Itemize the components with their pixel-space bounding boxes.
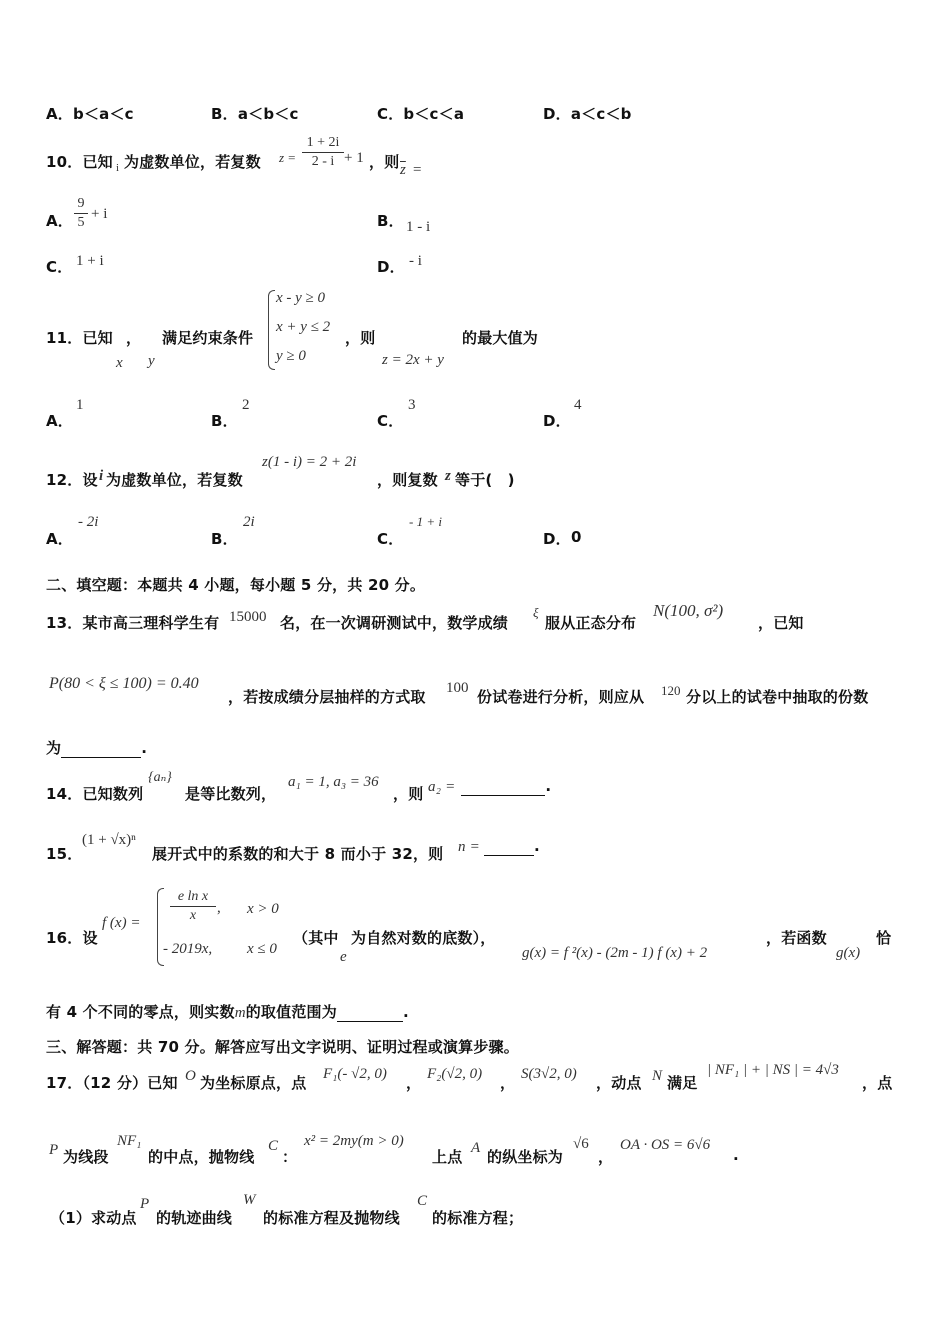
q17-A: A	[471, 1140, 481, 1156]
q11-tail: 的最大值为	[462, 329, 539, 347]
q12-tail2: 等于( )	[455, 471, 515, 489]
q9-option-a: A．b＜a＜c	[46, 105, 134, 123]
q16-part3: 为自然对数的底数），	[351, 929, 496, 947]
q10-option-c-value: 1 + i	[76, 253, 104, 269]
q13-sample-size: 100	[446, 680, 469, 696]
q17-part6: 为线段	[63, 1148, 109, 1166]
q13-student-count: 15000	[229, 609, 267, 625]
q17-dot-product: OA · OS = 6√6	[620, 1137, 711, 1153]
q11-option-b-value: 2	[242, 397, 250, 413]
q16-g-definition: g(x) = f ²(x) - (2m - 1) f (x) + 2	[522, 945, 708, 961]
q17-comma-2: ，	[500, 1074, 516, 1092]
q12-option-a-value: - 2i	[78, 514, 99, 530]
q17-N: N	[652, 1068, 663, 1084]
q16-gx: g(x)	[836, 945, 861, 961]
q10-then: ，则	[369, 153, 400, 171]
q17-sub1-W: W	[243, 1192, 256, 1208]
q17-NF1: NF₁	[117, 1133, 142, 1149]
q15-ask: n =	[458, 839, 480, 855]
q16-m: m	[234, 1005, 246, 1021]
q16-part4: ，若函数	[766, 929, 827, 947]
q17-part2: 为坐标原点，点	[200, 1074, 307, 1092]
q14-given: a₁ = 1, a₃ = 36	[288, 774, 379, 790]
q16-condition-1: x > 0	[247, 901, 279, 917]
q12-tail: ，则复数	[377, 471, 438, 489]
q10-z-eq: z =	[279, 150, 297, 165]
q17-part9: 上点	[432, 1148, 463, 1166]
q10-denominator: 2 - i	[311, 154, 335, 169]
q17-F1: F₁(- √2, 0)	[323, 1066, 387, 1082]
q12-option-c-value: - 1 + i	[409, 514, 442, 529]
q10-zbar: $\overline{z}$	[400, 162, 406, 178]
q10-option-a-den: 5	[77, 215, 85, 230]
q13-part4: ，已知	[758, 614, 804, 632]
q16-part2: （其中	[293, 929, 339, 947]
q12-i: i	[99, 468, 104, 484]
q14-sequence: {aₙ}	[148, 770, 172, 785]
q13-end: .	[141, 739, 148, 757]
q16-fx: f (x) =	[102, 915, 141, 931]
q17-comma-3: ，	[598, 1148, 614, 1166]
q13-part2: 名，在一次调研测试中，数学成绩	[280, 614, 509, 632]
q10-option-a: A．	[46, 212, 74, 230]
q11-constraint-2: x + y ≤ 2	[276, 319, 331, 335]
q13-distribution: N(100, σ²)	[653, 601, 724, 620]
q10-mid: 为虚数单位，若复数	[124, 153, 261, 171]
q17-parabola: x² = 2my(m > 0)	[304, 1133, 404, 1149]
q15-answer-blank[interactable]	[484, 837, 534, 856]
q10-eq: =	[413, 162, 422, 178]
q13-score: 120	[661, 683, 681, 698]
q11-x: x	[116, 355, 123, 371]
q16-fraction	[170, 888, 216, 925]
q15-part2: 展开式中的系数的和大于 8 而小于 32，则	[152, 845, 444, 863]
q10-option-d-value: - i	[409, 253, 422, 269]
q10-option-a-plus: + i	[91, 206, 108, 222]
q9-option-b: B．a＜b＜c	[211, 105, 299, 123]
q17-sub1-part3: 的标准方程及抛物线	[263, 1209, 400, 1227]
q17-sub1-part2: 的轨迹曲线	[156, 1209, 233, 1227]
q10-option-a-num: 9	[74, 195, 88, 214]
q16-part5: 恰	[876, 929, 892, 947]
q17-F2: F₂(√2, 0)	[427, 1066, 483, 1082]
q17-condition: | NF₁ | + | NS | = 4√3	[707, 1062, 839, 1078]
q10-option-b: B．	[377, 212, 404, 230]
q17-sub1-C: C	[417, 1193, 428, 1209]
q17-part4: 满足	[667, 1074, 698, 1092]
q17-yA: √6	[573, 1136, 589, 1152]
q17-part8: ：	[282, 1148, 298, 1166]
q12-prefix: 12．设	[46, 471, 98, 489]
q12-option-b: B．	[211, 530, 238, 548]
q10-plus1: + 1	[344, 150, 364, 166]
q11-constraint-3: y ≥ 0	[276, 348, 306, 364]
q15-end: .	[533, 837, 540, 855]
q16-answer-line	[46, 1001, 409, 1022]
q10-i: i	[116, 162, 120, 174]
q13-xi: ξ	[533, 605, 539, 620]
q14-part1: 14．已知数列	[46, 785, 144, 803]
q13-part7: 分以上的试卷中抽取的份数	[686, 688, 869, 706]
q9-option-d: D．a＜c＜b	[543, 105, 632, 123]
q17-part5: ，点	[862, 1074, 893, 1092]
q10-option-b-value: 1 - i	[406, 219, 431, 235]
q11-constraint-1: x - y ≥ 0	[276, 290, 326, 306]
q16-part1: 16．设	[46, 929, 98, 947]
q11-objective: z = 2x + y	[382, 352, 444, 368]
q13-part6: 份试卷进行分析，则应从	[477, 688, 645, 706]
q17-end: .	[733, 1146, 739, 1164]
q12-option-d: D．	[543, 530, 571, 548]
q12-z: z	[445, 468, 451, 484]
q12-equation: z(1 - i) = 2 + 2i	[262, 454, 357, 470]
q10-option-d: D．	[377, 258, 405, 276]
q9-option-c: C．b＜c＜a	[377, 105, 465, 123]
q11-option-d-value: 4	[574, 397, 582, 413]
q13-probability: P(80 < ξ ≤ 100) = 0.40	[49, 675, 199, 692]
q17-C: C	[268, 1138, 279, 1154]
q17-part1: 17．（12 分）已知	[46, 1074, 178, 1092]
q14-answer-line	[428, 777, 551, 796]
q17-sub1-P: P	[140, 1196, 150, 1212]
q12-option-d-value: 0	[571, 528, 582, 546]
q11-then: ，则	[345, 329, 376, 347]
q17-part7: 的中点，抛物线	[148, 1148, 255, 1166]
q12-option-c: C．	[377, 530, 404, 548]
q10-option-a-fraction	[74, 195, 88, 232]
q11-mid: 满足约束条件	[162, 329, 254, 347]
q13-part8: 为	[46, 739, 62, 757]
q12-option-b-value: 2i	[243, 514, 255, 530]
q16-case-2: - 2019x,	[163, 941, 213, 957]
q11-constraint-brace	[268, 290, 275, 370]
q16-line2b: 的取值范围为	[245, 1003, 337, 1021]
q17-sub1-part4: 的标准方程；	[432, 1209, 524, 1227]
q17-sub1-part1: （1）求动点	[50, 1209, 137, 1227]
q12-mid: 为虚数单位，若复数	[106, 471, 243, 489]
q14-answer-blank[interactable]	[461, 777, 545, 796]
q14-part2: 是等比数列，	[185, 785, 277, 803]
q16-condition-2: x ≤ 0	[247, 941, 277, 957]
q11-option-c: C．	[377, 412, 404, 430]
q16-case1-comma: ,	[217, 900, 221, 916]
q13-part5: ，若按成绩分层抽样的方式取	[228, 688, 426, 706]
q10-numerator: 1 + 2i	[302, 134, 344, 153]
q14-ask: a₂ =	[428, 779, 456, 795]
q15-answer-line	[458, 837, 540, 856]
q17-part10: 的纵坐标为	[487, 1148, 564, 1166]
q10-fraction	[302, 134, 344, 171]
q15-part1: 15．	[46, 845, 83, 863]
q17-O: O	[185, 1068, 196, 1084]
q14-end: .	[545, 777, 552, 795]
q12-option-a: A．	[46, 530, 74, 548]
q14-part3: ，则	[393, 785, 424, 803]
q15-expression: (1 + √x)ⁿ	[82, 832, 136, 848]
q10-prefix: 10．已知	[46, 153, 113, 171]
q11-comma: ，	[126, 329, 142, 347]
q17-part3: ，动点	[596, 1074, 642, 1092]
q16-e: e	[340, 949, 347, 965]
q13-part3: 服从正态分布	[545, 614, 637, 632]
q11-option-a: A．	[46, 412, 74, 430]
q17-S: S(3√2, 0)	[521, 1066, 577, 1082]
q10-option-c: C．	[46, 258, 73, 276]
q13-part1: 13．某市高三理科学生有	[46, 614, 220, 632]
q16-answer-blank[interactable]	[337, 1003, 403, 1022]
q17-comma-1: ，	[406, 1074, 422, 1092]
q11-y: y	[148, 353, 155, 369]
section3-heading: 三、解答题：共 70 分。解答应写出文字说明、证明过程或演算步骤。	[46, 1038, 519, 1056]
q11-prefix: 11．已知	[46, 329, 113, 347]
q11-option-c-value: 3	[408, 397, 416, 413]
q17-P: P	[49, 1142, 59, 1158]
q11-option-b: B．	[211, 412, 238, 430]
q16-denominator: x	[189, 908, 197, 923]
q16-end: .	[402, 1003, 409, 1021]
q13-answer-blank[interactable]	[61, 739, 141, 758]
q16-numerator: e ln x	[170, 888, 216, 907]
q11-option-d: D．	[543, 412, 571, 430]
q13-answer-line	[46, 737, 147, 758]
q16-line2a: 有 4 个不同的零点，则实数	[46, 1003, 235, 1021]
section2-heading: 二、填空题：本题共 4 小题，每小题 5 分，共 20 分。	[46, 576, 426, 594]
q11-option-a-value: 1	[76, 397, 84, 413]
